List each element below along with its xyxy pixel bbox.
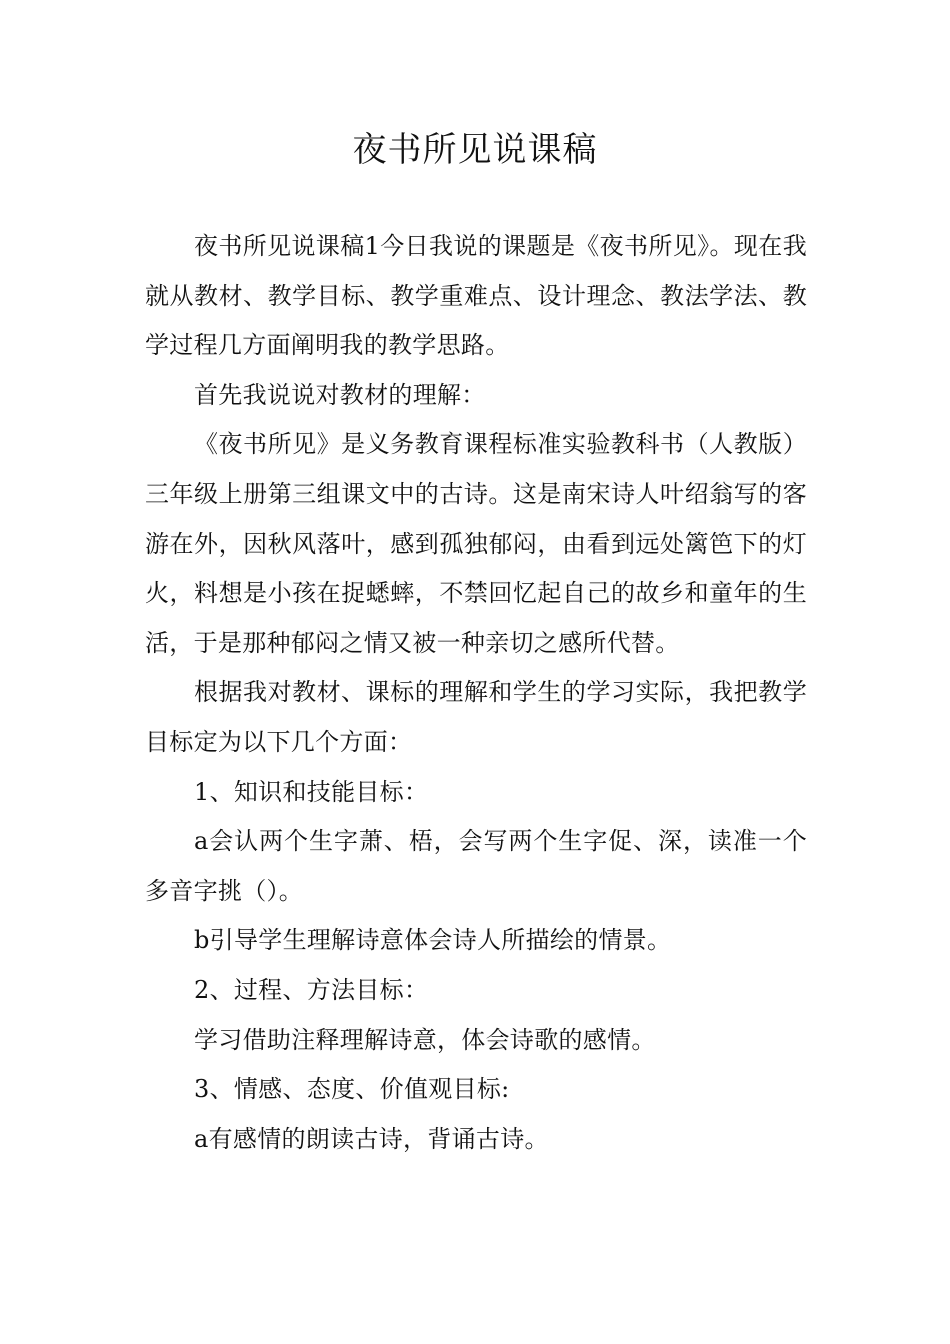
paragraph-goal-1b: b引导学生理解诗意体会诗人所描绘的情景。 bbox=[194, 926, 672, 955]
paragraph-material-heading: 首先我说说对教材的理解： bbox=[194, 380, 486, 409]
paragraph-goal-2: 2、过程、方法目标： bbox=[194, 975, 429, 1004]
paragraph-goal-1a: a会认两个生字萧、梧，会写两个生字促、深，读准一个多音字挑（）。 bbox=[145, 827, 807, 905]
paragraph-goal-1: 1、知识和技能目标： bbox=[194, 777, 429, 806]
document-body bbox=[145, 222, 807, 1164]
paragraph-intro: 夜书所见说课稿1今日我说的课题是《夜书所见》。现在我就从教材、教学目标、教学重难点、设计理念、教法学法、教学过程几方面阐明我的教学思路。 bbox=[145, 232, 807, 360]
paragraph-material: 《夜书所见》是义务教育课程标准实验教科书（人教版）三年级上册第三组课文中的古诗。这是南宋诗人叶绍翁写的客游在外，因秋风落叶，感到孤独郁闷，由看到远处篱笆下的灯火，料想是小孩在捉蟋蟀，不禁回忆起自己的故乡和童年的生活，于是那种郁闷之情又被一种亲切之感所代替。 bbox=[145, 430, 807, 657]
paragraph-goal-3: 3、情感、态度、价值观目标: bbox=[194, 1075, 510, 1104]
paragraph-goal-2-detail: 学习借助注释理解诗意，体会诗歌的感情。 bbox=[194, 1025, 656, 1054]
paragraph-goals-intro: 根据我对教材、课标的理解和学生的学习实际，我把教学目标定为以下几个方面： bbox=[145, 678, 807, 756]
document-title: 夜书所见说课稿 bbox=[352, 130, 598, 170]
paragraph-goal-3a: a有感情的朗读古诗，背诵古诗。 bbox=[194, 1124, 549, 1153]
